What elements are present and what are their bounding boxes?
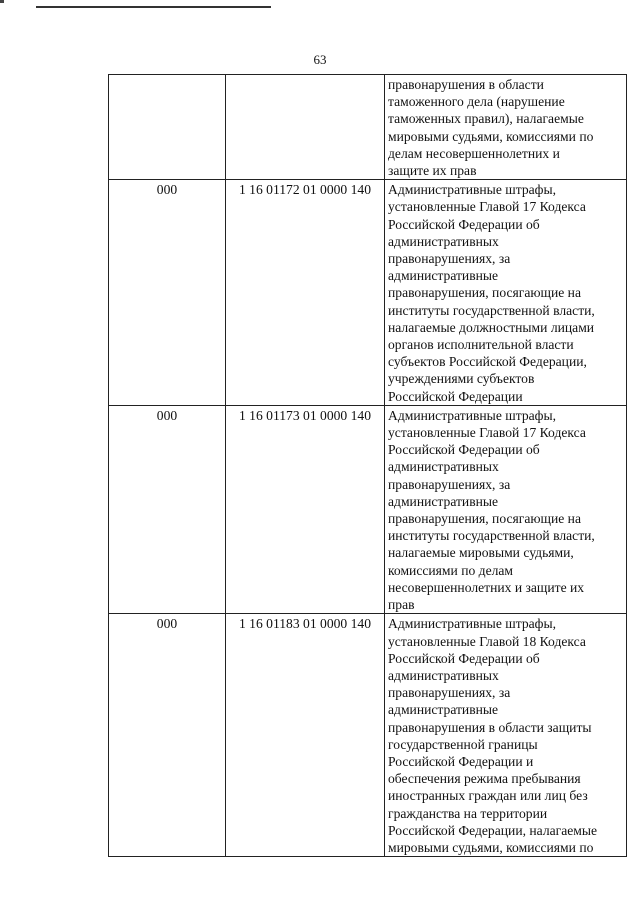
admin-code-cell: 000 <box>109 614 226 857</box>
name-line: иностранных граждан или лиц без <box>388 788 588 804</box>
name-line: учреждениями субъектов <box>388 371 535 387</box>
name-line: Российской Федерации <box>388 388 523 404</box>
table-row <box>109 405 627 613</box>
revenue-name-cell <box>385 75 627 180</box>
name-line: налагаемые должностными лицами <box>388 319 595 335</box>
name-line: правонарушения, посягающие на <box>388 285 581 301</box>
revenue-name-cell <box>385 614 627 857</box>
name-line: правонарушения в области <box>388 77 544 92</box>
name-line: установленные Главой 18 Кодекса <box>388 633 586 649</box>
name-line: административных <box>388 667 499 683</box>
name-line: институты государственной власти, <box>388 528 595 544</box>
name-line: комиссиями по делам <box>388 562 514 578</box>
name-line: правонарушениях, за <box>388 251 511 267</box>
name-line: правонарушения, посягающие на <box>388 511 581 527</box>
scan-edge-line <box>36 6 271 8</box>
table-row <box>109 75 627 180</box>
name-line: Российской Федерации об <box>388 650 540 666</box>
name-line: Российской Федерации об <box>388 216 540 232</box>
name-line: административные <box>388 702 499 718</box>
name-line: Российской Федерации, налагаемые <box>388 822 598 838</box>
kbk-code-cell: 1 16 01183 01 0000 140 <box>226 614 385 857</box>
name-line: органов исполнительной власти <box>388 337 574 353</box>
name-line: Российской Федерации и <box>388 753 534 769</box>
name-line: Российской Федерации об <box>388 442 540 458</box>
name-line: обеспечения режима пребывания <box>388 771 581 787</box>
name-line: таможенных правил), налагаемые <box>388 111 584 127</box>
name-line: правонарушениях, за <box>388 476 511 492</box>
kbk-code-cell: 1 16 01173 01 0000 140 <box>226 405 385 613</box>
admin-code-cell: 000 <box>109 405 226 613</box>
name-line: административные <box>388 493 499 509</box>
table-row <box>109 180 627 406</box>
name-line: защите их прав <box>388 163 477 179</box>
admin-code-cell: 000 <box>109 180 226 406</box>
name-line: Административные штрафы, <box>388 182 556 198</box>
kbk-code-cell: 1 16 01172 01 0000 140 <box>226 180 385 406</box>
table-row <box>109 614 627 857</box>
admin-code-cell <box>109 75 226 180</box>
name-line: несовершеннолетних и защите их <box>388 579 585 595</box>
name-line: мировыми судьями, комиссиями по <box>388 128 594 144</box>
name-line: делам несовершеннолетних и <box>388 145 560 161</box>
name-line: налагаемые мировыми судьями, <box>388 545 574 561</box>
name-line: административных <box>388 233 499 249</box>
scan-corner-mark <box>0 0 4 3</box>
name-line: Административные штрафы, <box>388 616 556 632</box>
name-line: мировыми судьями, комиссиями по <box>388 839 594 855</box>
budget-classification-table <box>108 74 627 857</box>
name-line: таможенного дела (нарушение <box>388 94 565 110</box>
name-line: субъектов Российской Федерации, <box>388 354 587 370</box>
name-line: прав <box>388 597 415 613</box>
page-number: 63 <box>313 52 327 67</box>
name-line: административные <box>388 268 499 284</box>
table-body <box>109 75 627 857</box>
kbk-code-cell <box>226 75 385 180</box>
name-line: гражданства на территории <box>388 805 548 821</box>
revenue-name-cell <box>385 180 627 406</box>
name-line: правонарушения в области защиты <box>388 719 592 735</box>
name-line: установленные Главой 17 Кодекса <box>388 199 586 215</box>
name-line: институты государственной власти, <box>388 302 595 318</box>
name-line: административных <box>388 459 499 475</box>
revenue-name-cell <box>385 405 627 613</box>
name-line: установленные Главой 17 Кодекса <box>388 425 586 441</box>
name-line: государственной границы <box>388 736 538 752</box>
name-line: правонарушениях, за <box>388 685 511 701</box>
name-line: Административные штрафы, <box>388 407 556 423</box>
